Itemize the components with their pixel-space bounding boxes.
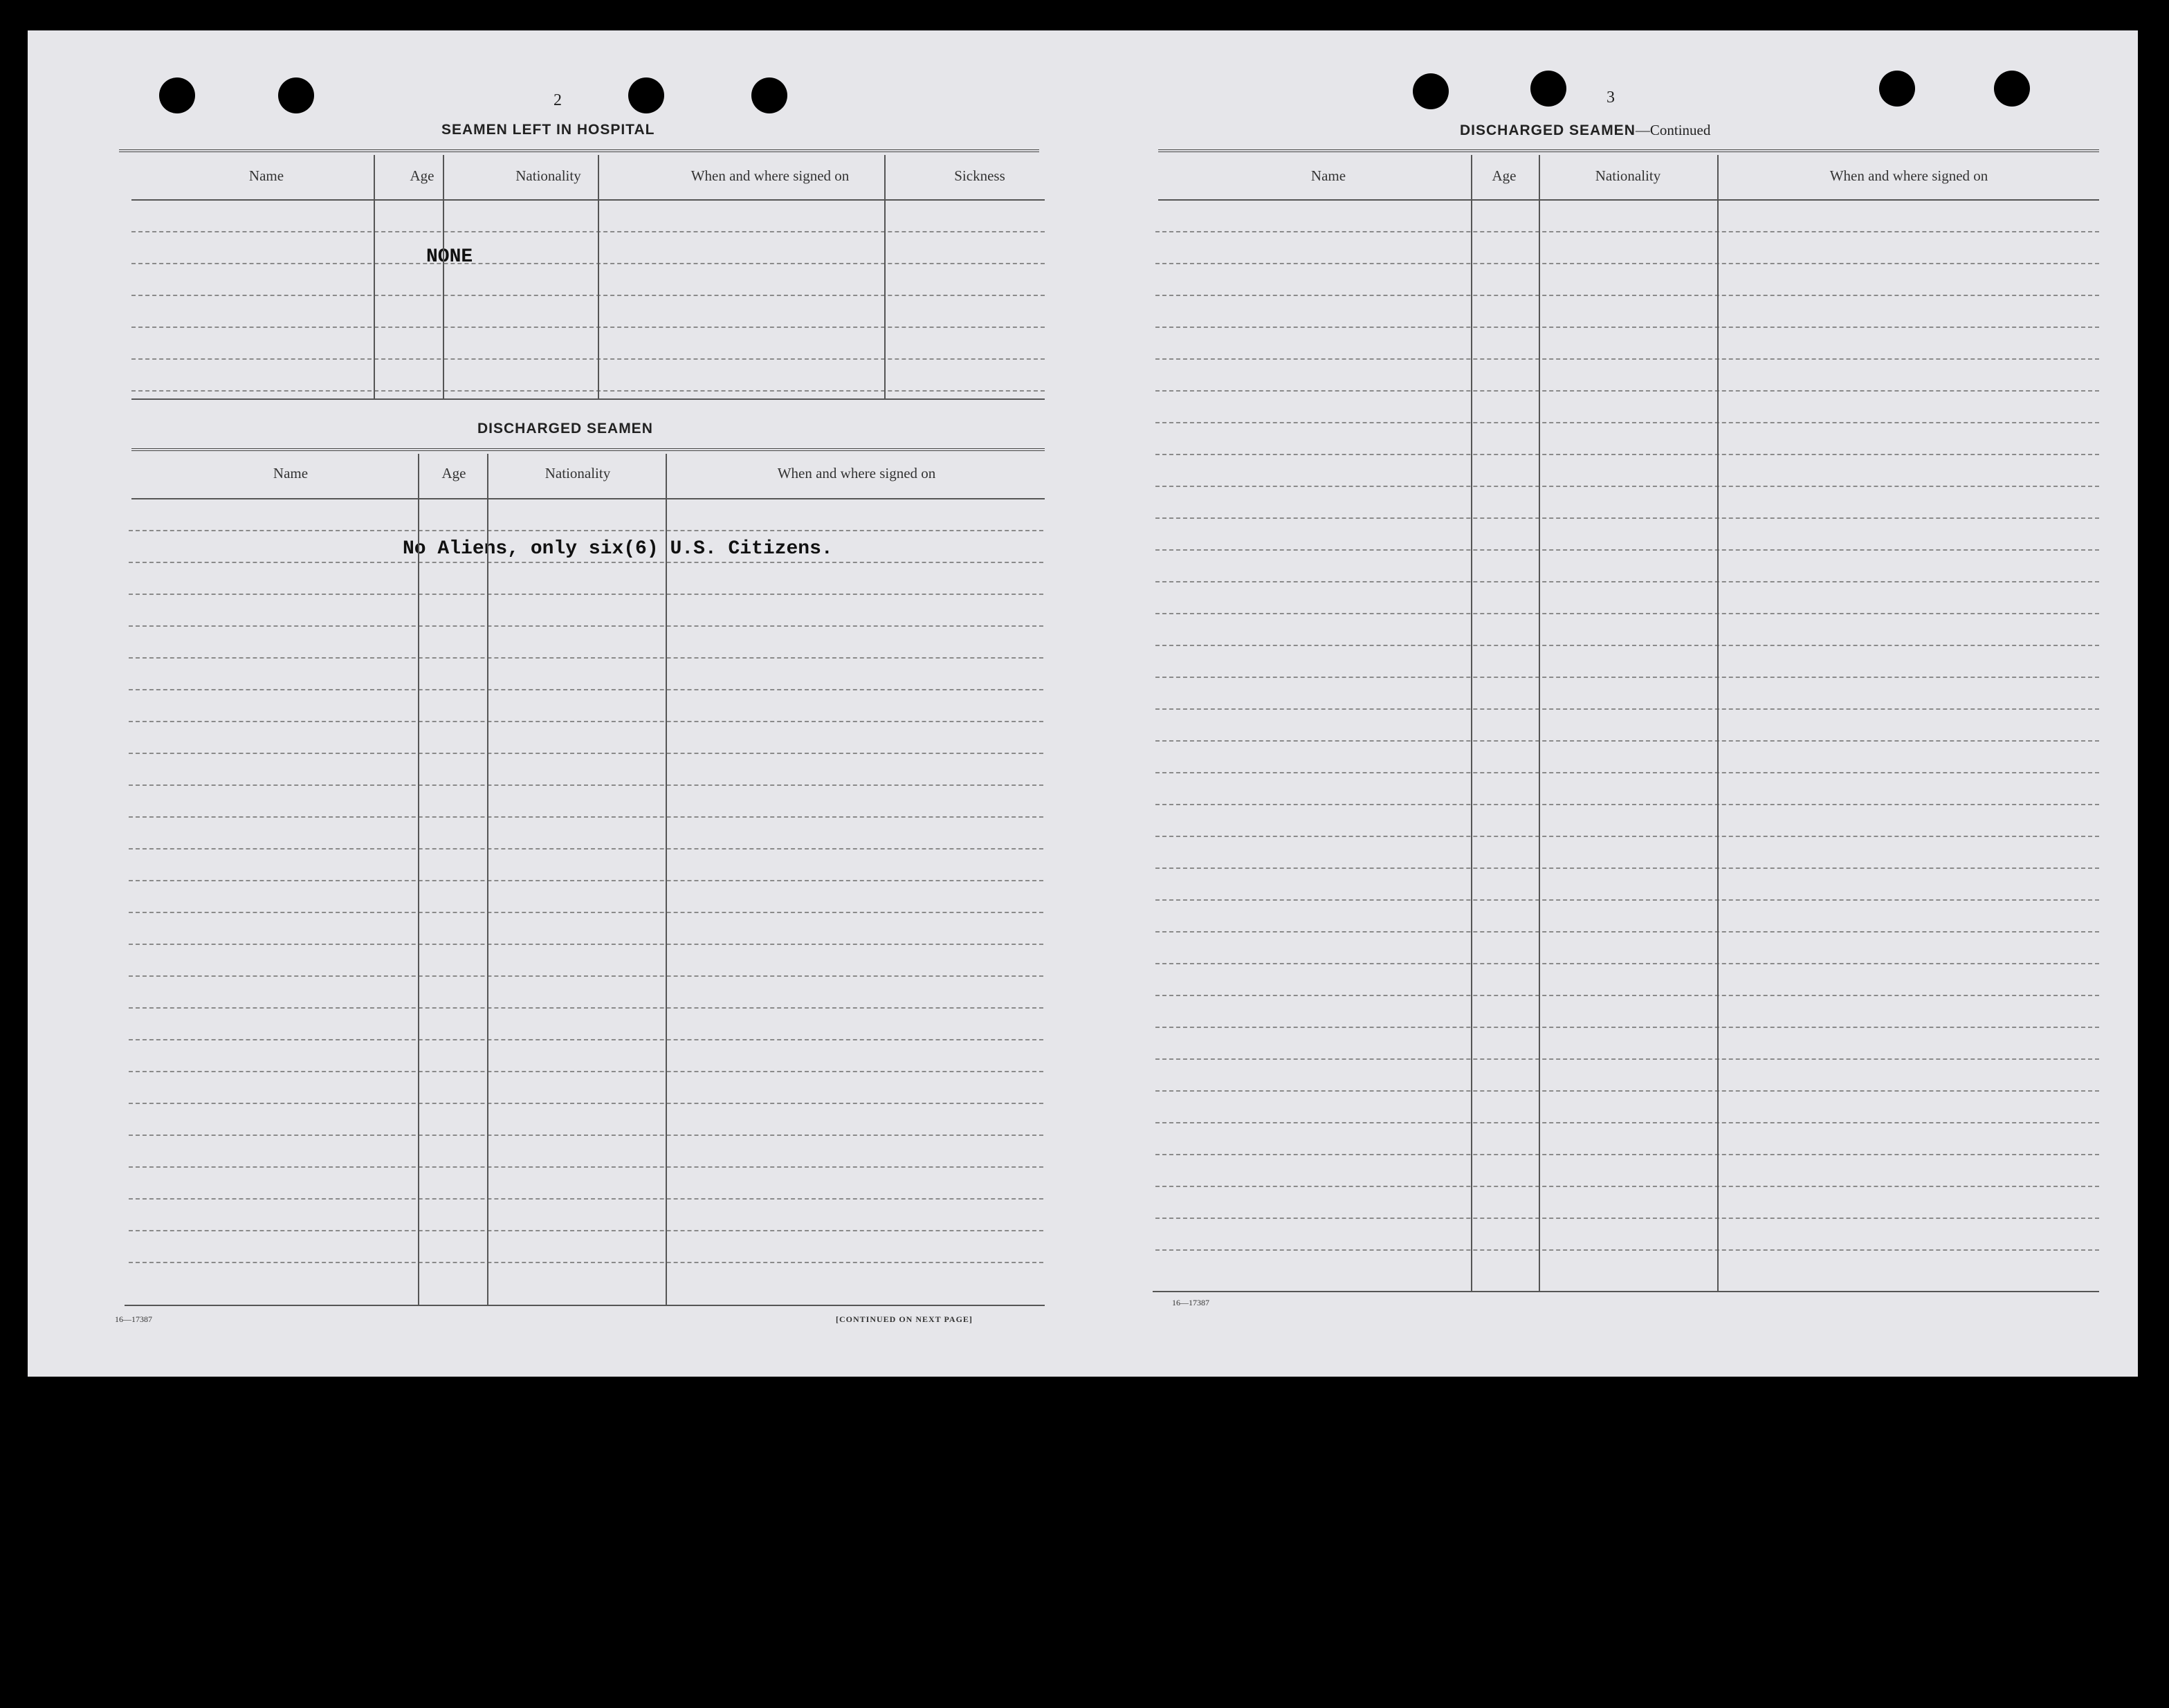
discharged-typed-entry: No Aliens, only six(6) U.S. Citizens. bbox=[403, 538, 833, 560]
ruled-line bbox=[129, 1103, 1043, 1104]
column-divider bbox=[666, 454, 667, 1305]
ruled-line bbox=[1155, 390, 2099, 392]
ruled-line bbox=[1155, 231, 2099, 232]
ruled-line bbox=[131, 390, 1045, 392]
hospital-col-nationality: Nationality bbox=[515, 167, 581, 184]
ruled-line bbox=[129, 594, 1043, 595]
ruled-line bbox=[129, 1135, 1043, 1136]
ruled-line bbox=[1155, 1218, 2099, 1219]
ruled-line bbox=[1155, 263, 2099, 264]
ruled-line bbox=[129, 689, 1043, 690]
ruled-line bbox=[131, 199, 1045, 201]
ruled-line bbox=[1155, 772, 2099, 773]
right-title-suffix: —Continued bbox=[1635, 122, 1711, 138]
ruled-line bbox=[1153, 1291, 2099, 1292]
column-divider bbox=[598, 155, 599, 398]
column-divider bbox=[1471, 155, 1472, 1291]
ruled-line bbox=[125, 1305, 1045, 1306]
right-col-age: Age bbox=[1492, 167, 1517, 184]
continued-note: [CONTINUED ON NEXT PAGE] bbox=[836, 1314, 973, 1324]
ruled-line bbox=[129, 1198, 1043, 1200]
punch-hole bbox=[751, 77, 787, 113]
ruled-line bbox=[1155, 645, 2099, 646]
punch-hole bbox=[1530, 71, 1566, 107]
ruled-line bbox=[1155, 454, 2099, 455]
column-divider bbox=[374, 155, 375, 398]
ruled-line bbox=[119, 149, 1039, 152]
ruled-line bbox=[1155, 931, 2099, 933]
ruled-line bbox=[129, 530, 1043, 531]
discharged-col-age: Age bbox=[441, 465, 466, 481]
ruled-line bbox=[129, 912, 1043, 913]
column-divider bbox=[418, 454, 419, 1305]
punch-hole bbox=[628, 77, 664, 113]
discharged-section-title: DISCHARGED SEAMEN bbox=[477, 421, 653, 437]
ruled-line bbox=[1155, 1027, 2099, 1028]
ruled-line bbox=[129, 816, 1043, 818]
ruled-line bbox=[1158, 199, 2099, 201]
ruled-line bbox=[1155, 836, 2099, 837]
right-section-title bbox=[1460, 122, 1710, 139]
ruled-line bbox=[131, 398, 1045, 400]
ruled-line bbox=[1155, 677, 2099, 678]
ruled-line bbox=[129, 1230, 1043, 1231]
ruled-line bbox=[1155, 422, 2099, 423]
ruled-line bbox=[131, 295, 1045, 296]
ruled-line bbox=[131, 448, 1045, 451]
ruled-line bbox=[1155, 358, 2099, 360]
ruled-line bbox=[1155, 899, 2099, 901]
ruled-line bbox=[129, 944, 1043, 945]
right-col-name: Name bbox=[1310, 167, 1346, 184]
hospital-section-title: SEAMEN LEFT IN HOSPITAL bbox=[441, 122, 655, 138]
ruled-line bbox=[129, 657, 1043, 659]
page-number-left: 2 bbox=[553, 91, 562, 109]
discharged-col-name: Name bbox=[273, 465, 309, 481]
page-number-right: 3 bbox=[1607, 89, 1615, 107]
ruled-line bbox=[1155, 804, 2099, 805]
ruled-line bbox=[1155, 1249, 2099, 1251]
ruled-line bbox=[129, 784, 1043, 786]
column-divider bbox=[487, 454, 488, 1305]
ruled-line bbox=[1155, 1154, 2099, 1155]
ruled-line bbox=[131, 358, 1045, 360]
ruled-line bbox=[1155, 327, 2099, 328]
ruled-line bbox=[129, 721, 1043, 722]
column-divider bbox=[1717, 155, 1719, 1291]
form-number-right: 16—17387 bbox=[1172, 1298, 1209, 1307]
column-divider bbox=[1539, 155, 1540, 1291]
column-divider bbox=[443, 155, 444, 398]
hospital-col-signed-on: When and where signed on bbox=[690, 167, 850, 184]
ruled-line bbox=[1158, 149, 2099, 152]
ruled-line bbox=[131, 231, 1045, 232]
ruled-line bbox=[1155, 613, 2099, 614]
ruled-line bbox=[131, 327, 1045, 328]
ruled-line bbox=[129, 562, 1043, 563]
ruled-line bbox=[129, 848, 1043, 850]
discharged-col-nationality: Nationality bbox=[544, 465, 611, 481]
ruled-line bbox=[129, 1007, 1043, 1009]
ruled-line bbox=[1155, 581, 2099, 582]
punch-hole bbox=[1879, 71, 1915, 107]
ruled-line bbox=[1155, 1058, 2099, 1060]
punch-hole bbox=[278, 77, 314, 113]
ruled-line bbox=[1155, 963, 2099, 964]
ruled-line bbox=[1155, 1090, 2099, 1092]
hospital-col-age: Age bbox=[410, 167, 434, 184]
ruled-line bbox=[129, 1166, 1043, 1168]
ruled-line bbox=[129, 1071, 1043, 1072]
ruled-line bbox=[1155, 549, 2099, 551]
hospital-col-name: Name bbox=[248, 167, 284, 184]
right-col-signed-on: When and where signed on bbox=[1829, 167, 1988, 184]
hospital-typed-entry: NONE bbox=[426, 246, 473, 268]
ruled-line bbox=[1155, 867, 2099, 869]
ruled-line bbox=[129, 1262, 1043, 1263]
ruled-line bbox=[1155, 740, 2099, 742]
ruled-line bbox=[1155, 1122, 2099, 1123]
ruled-line bbox=[1155, 517, 2099, 519]
right-col-nationality: Nationality bbox=[1595, 167, 1661, 184]
column-divider bbox=[884, 155, 886, 398]
punch-hole bbox=[159, 77, 195, 113]
ruled-line bbox=[1155, 1186, 2099, 1187]
ruled-line bbox=[129, 1039, 1043, 1040]
punch-hole bbox=[1413, 73, 1449, 109]
hospital-col-sickness: Sickness bbox=[954, 167, 1005, 184]
ruled-line bbox=[1155, 295, 2099, 296]
punch-hole bbox=[1994, 71, 2030, 107]
ruled-line bbox=[129, 975, 1043, 977]
ruled-line bbox=[129, 625, 1043, 627]
ruled-line bbox=[1155, 486, 2099, 487]
form-number-left: 16—17387 bbox=[115, 1314, 152, 1324]
ruled-line bbox=[131, 263, 1045, 264]
right-title-main: DISCHARGED SEAMEN bbox=[1460, 122, 1636, 138]
discharged-col-signed-on: When and where signed on bbox=[777, 465, 936, 481]
ruled-line bbox=[1155, 708, 2099, 710]
ruled-line bbox=[1155, 995, 2099, 996]
ruled-line bbox=[129, 753, 1043, 754]
manifest-sheet bbox=[28, 30, 2138, 1377]
ruled-line bbox=[131, 498, 1045, 499]
ruled-line bbox=[129, 880, 1043, 881]
